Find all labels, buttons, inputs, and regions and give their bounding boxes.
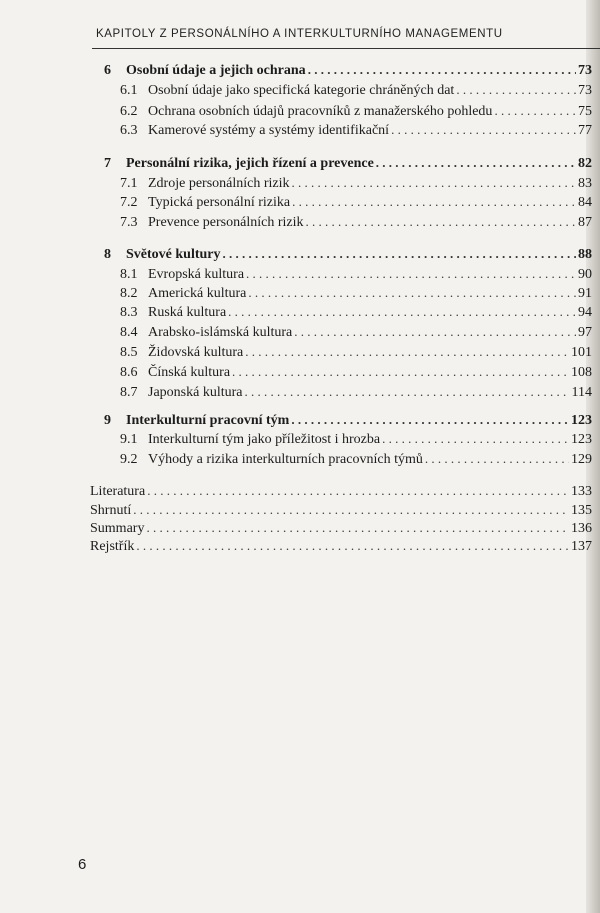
toc-entry-title: Summary bbox=[90, 521, 145, 536]
leader-dots bbox=[292, 194, 576, 210]
header-rule bbox=[92, 48, 600, 49]
toc-entry bbox=[104, 412, 592, 429]
leader-dots bbox=[494, 103, 576, 119]
leader-dots bbox=[294, 324, 576, 340]
toc-entry-number: 8.2 bbox=[120, 286, 138, 301]
toc-entry-page: 84 bbox=[578, 195, 592, 210]
toc-entry-title: Prevence personálních rizik bbox=[148, 215, 304, 230]
leader-dots bbox=[391, 122, 576, 138]
toc-entry-title: Literatura bbox=[90, 484, 146, 499]
toc-entry bbox=[120, 285, 592, 302]
toc-entry bbox=[120, 266, 592, 283]
toc-entry-number: 6.3 bbox=[120, 123, 138, 138]
toc-entry-title: Rejstřík bbox=[90, 539, 135, 554]
leader-dots bbox=[382, 431, 569, 447]
toc-entry-page: 94 bbox=[578, 305, 592, 320]
toc-entry-page: 137 bbox=[571, 539, 592, 554]
toc-entry-number: 7.2 bbox=[120, 195, 138, 210]
toc-entry-number: 8.4 bbox=[120, 325, 138, 340]
toc-entry bbox=[120, 175, 592, 192]
running-header: KAPITOLY Z PERSONÁLNÍHO A INTERKULTURNÍHO MANAGEMENTU bbox=[96, 28, 503, 40]
toc-entry-title: Ochrana osobních údajů pracovníků z manažerského pohledu bbox=[148, 104, 493, 119]
leader-dots bbox=[456, 82, 576, 98]
toc-entry-number: 8.6 bbox=[120, 365, 138, 380]
toc-entry-number: 8.1 bbox=[120, 267, 138, 282]
toc-entry-page: 91 bbox=[578, 286, 592, 301]
toc-entry-title: Zdroje personálních rizik bbox=[148, 176, 290, 191]
toc-entry bbox=[90, 483, 592, 500]
toc-entry-page: 136 bbox=[571, 521, 592, 536]
toc-entry bbox=[120, 194, 592, 211]
toc-entry-page: 108 bbox=[571, 365, 592, 380]
toc-entry bbox=[120, 344, 592, 361]
toc-entry-number: 7.3 bbox=[120, 215, 138, 230]
toc-entry-page: 77 bbox=[578, 123, 592, 138]
toc-entry bbox=[120, 431, 592, 448]
toc-entry-page: 73 bbox=[578, 83, 592, 98]
toc-entry-page: 88 bbox=[578, 247, 592, 262]
toc-entry bbox=[90, 502, 592, 519]
leader-dots bbox=[136, 538, 569, 554]
toc-entry-number: 8.3 bbox=[120, 305, 138, 320]
toc-entry-number: 9.1 bbox=[120, 432, 138, 447]
toc-entry-title: Židovská kultura bbox=[148, 345, 244, 360]
toc-entry bbox=[120, 324, 592, 341]
toc-entry-page: 87 bbox=[578, 215, 592, 230]
toc-entry bbox=[120, 214, 592, 231]
toc-entry bbox=[90, 538, 592, 555]
toc-entry-number: 8.7 bbox=[120, 385, 138, 400]
toc-entry bbox=[120, 82, 592, 99]
toc-entry-title: Kamerové systémy a systémy identifikační bbox=[148, 123, 390, 138]
toc-entry bbox=[90, 520, 592, 537]
leader-dots bbox=[245, 344, 569, 360]
toc-entry-page: 133 bbox=[571, 484, 592, 499]
page-number: 6 bbox=[78, 856, 87, 873]
toc-entry-number: 8.5 bbox=[120, 345, 138, 360]
toc-entry-title: Interkulturní pracovní tým bbox=[126, 413, 290, 428]
toc-entry-page: 75 bbox=[578, 104, 592, 119]
toc-entry-number: 9.2 bbox=[120, 452, 138, 467]
toc-entry bbox=[120, 122, 592, 139]
toc-entry bbox=[120, 304, 592, 321]
toc-entry bbox=[120, 384, 592, 401]
toc-entry-title: Osobní údaje jako specifická kategorie chráněných dat bbox=[148, 83, 455, 98]
toc-entry-page: 129 bbox=[571, 452, 592, 467]
leader-dots bbox=[292, 175, 576, 191]
toc-entry-title: Výhody a rizika interkulturních pracovních týmů bbox=[148, 452, 423, 467]
toc-entry-title: Personální rizika, jejich řízení a prevence bbox=[126, 156, 374, 171]
toc-entry-page: 123 bbox=[571, 432, 592, 447]
toc-entry bbox=[104, 62, 592, 79]
toc-entry-number: 6.2 bbox=[120, 104, 138, 119]
leader-dots bbox=[291, 412, 569, 428]
toc-entry-page: 90 bbox=[578, 267, 592, 282]
toc-entry-number: 9 bbox=[104, 413, 111, 428]
toc-entry bbox=[120, 103, 592, 120]
toc-entry-title: Světové kultury bbox=[126, 247, 221, 262]
leader-dots bbox=[244, 384, 569, 400]
toc-entry-title: Typická personální rizika bbox=[148, 195, 291, 210]
toc-entry bbox=[104, 155, 592, 172]
leader-dots bbox=[425, 451, 569, 467]
leader-dots bbox=[306, 214, 577, 230]
toc-entry-title: Shrnutí bbox=[90, 503, 132, 518]
toc-entry-number: 7.1 bbox=[120, 176, 138, 191]
toc-entry-page: 83 bbox=[578, 176, 592, 191]
toc-entry-page: 101 bbox=[571, 345, 592, 360]
toc-entry-title: Americká kultura bbox=[148, 286, 247, 301]
toc-entry-number: 6.1 bbox=[120, 83, 138, 98]
toc-entry-title: Interkulturní tým jako příležitost i hrozba bbox=[148, 432, 381, 447]
toc-entry-title: Čínská kultura bbox=[148, 365, 231, 380]
toc-entry-title: Arabsko-islámská kultura bbox=[148, 325, 293, 340]
toc-entry-page: 82 bbox=[578, 156, 592, 171]
toc-entry-page: 114 bbox=[571, 385, 592, 400]
leader-dots bbox=[228, 304, 576, 320]
toc-entry-number: 6 bbox=[104, 63, 111, 78]
toc-entry-number: 7 bbox=[104, 156, 111, 171]
toc-entry bbox=[120, 451, 592, 468]
leader-dots bbox=[376, 155, 576, 171]
leader-dots bbox=[246, 266, 576, 282]
toc-entry-title: Japonská kultura bbox=[148, 385, 243, 400]
toc-entry-number: 8 bbox=[104, 247, 111, 262]
toc-entry-page: 135 bbox=[571, 503, 592, 518]
leader-dots bbox=[147, 483, 569, 499]
toc-entry-page: 73 bbox=[578, 63, 592, 78]
leader-dots bbox=[248, 285, 576, 301]
leader-dots bbox=[146, 520, 569, 536]
toc-entry-title: Osobní údaje a jejich ochrana bbox=[126, 63, 306, 78]
toc-entry bbox=[104, 246, 592, 263]
toc-entry-page: 97 bbox=[578, 325, 592, 340]
leader-dots bbox=[232, 364, 569, 380]
leader-dots bbox=[308, 62, 576, 78]
toc-entry bbox=[120, 364, 592, 381]
toc-entry-title: Ruská kultura bbox=[148, 305, 227, 320]
leader-dots bbox=[133, 502, 569, 518]
toc-entry-title: Evropská kultura bbox=[148, 267, 245, 282]
toc-entry-page: 123 bbox=[571, 413, 592, 428]
leader-dots bbox=[223, 246, 577, 262]
